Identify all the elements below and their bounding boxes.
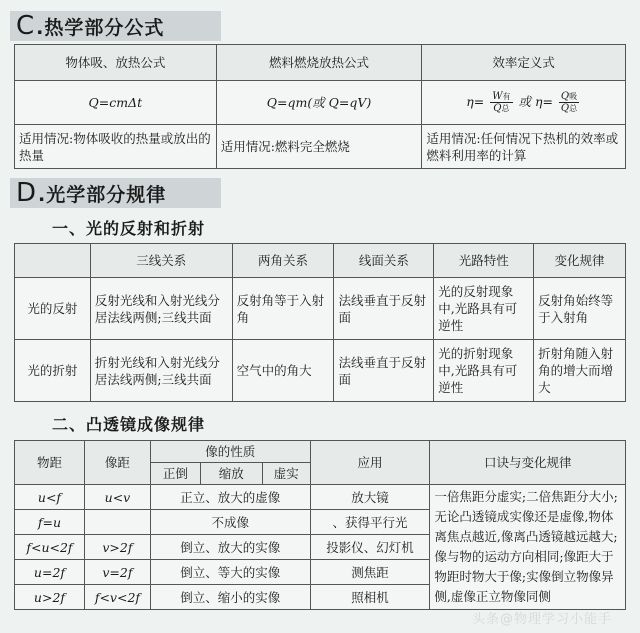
image-distance-cell: v>2f (84, 535, 150, 560)
object-distance-cell: u<f (15, 485, 85, 510)
table-cell: 反射光线和入射光线分居法线两侧;三线共面 (90, 278, 232, 340)
header-object-distance: 物距 (15, 441, 85, 485)
applies-fuel: 适用情况:燃料完全燃烧 (216, 125, 422, 169)
subheading-convex-lens: 二、凸透镜成像规律 (52, 415, 206, 434)
image-nature-cell: 不成像 (150, 510, 310, 535)
header-efficiency: 效率定义式 (422, 45, 626, 81)
formula-fuel: Q=qm(或 Q=qV) (216, 81, 422, 125)
subheading-reflection-refraction: 一、光的反射和折射 (52, 219, 206, 238)
table-cell: 空气中的角大 (232, 340, 334, 402)
header-line-plane: 线面关系 (334, 244, 434, 278)
application-cell: 照相机 (310, 585, 430, 610)
header-image-nature: 像的性质 (150, 441, 310, 463)
table-row (15, 340, 626, 402)
table-cell: 光的反射现象中,光路具有可逆性 (434, 278, 534, 340)
header-application: 应用 (310, 441, 430, 485)
section-d-heading (10, 178, 221, 208)
object-distance-cell: f=u (15, 510, 85, 535)
fraction-useful-work: $\frac{\text{W有}}{\text{Q总}}$ (492, 91, 511, 114)
section-d-title: .光学部分规律 (38, 183, 167, 206)
applies-efficiency: 适用情况:任何情况下热机的效率或燃料利用率的计算 (422, 125, 626, 169)
image-distance-cell (84, 510, 150, 535)
section-c-letter: C (16, 11, 35, 41)
table-cell: 反射角始终等于入射角 (534, 278, 626, 340)
header-change-rule: 变化规律 (534, 244, 626, 278)
application-cell: 放大镜 (310, 485, 430, 510)
formula-heat-transfer: Q=cmΔt (15, 81, 217, 125)
image-nature-cell: 倒立、缩小的实像 (150, 585, 310, 610)
header-real-virtual: 虚实 (262, 463, 310, 485)
image-nature-cell: 正立、放大的虚像 (150, 485, 310, 510)
header-blank (15, 244, 91, 278)
object-distance-cell: f<u<2f (15, 535, 85, 560)
table-cell: 折射角随入射角的增大而增大 (534, 340, 626, 402)
applies-heat-transfer: 适用情况:物体吸收的热量或放出的热量 (15, 125, 217, 169)
header-two-angles: 两角关系 (232, 244, 334, 278)
table-cell: 反射角等于入射角 (232, 278, 334, 340)
table-cell: 法线垂直于反射面 (334, 340, 434, 402)
table-row (15, 485, 626, 510)
fraction-absorbed-heat: $\frac{\text{Q吸}}{\text{Q总}}$ (560, 91, 578, 114)
table-cell: 法线垂直于反射面 (334, 278, 434, 340)
header-fuel: 燃料燃烧放热公式 (216, 45, 422, 81)
watermark: 头条@物理学习小能手 (472, 612, 613, 627)
header-image-distance: 像距 (84, 441, 150, 485)
image-distance-cell: u<v (84, 485, 150, 510)
row-label-reflection: 光的反射 (15, 278, 91, 340)
image-nature-cell: 倒立、放大的实像 (150, 535, 310, 560)
table-row (15, 278, 626, 340)
object-distance-cell: u>2f (15, 585, 85, 610)
image-distance-cell: v=2f (84, 560, 150, 585)
thermal-formula-table (14, 44, 626, 169)
header-orientation: 正倒 (150, 463, 200, 485)
row-label-refraction: 光的折射 (15, 340, 91, 402)
rule-cell: 一倍焦距分虚实;二倍焦距分大小;无论凸透镜成实像还是虚像,物体离焦点越近,像离凸透镜越远越大;像与物的运动方向相同;像距大于物距时物大于像;实像倒立物像异侧,虚像正立物像同侧 (430, 485, 626, 610)
table-cell: 折射光线和入射光线分居法线两侧;三线共面 (90, 340, 232, 402)
reflection-refraction-table (14, 243, 626, 402)
header-rule: 口诀与变化规律 (430, 441, 626, 485)
section-d-letter: D (16, 178, 37, 208)
header-scale: 缩放 (200, 463, 262, 485)
image-distance-cell: f<v<2f (84, 585, 150, 610)
section-c-title: .热学部分公式 (36, 16, 165, 39)
object-distance-cell: u=2f (15, 560, 85, 585)
application-cell: 投影仪、幻灯机 (310, 535, 430, 560)
application-cell: 测焦距 (310, 560, 430, 585)
section-c-heading (10, 11, 221, 41)
application-cell: 、获得平行光 (310, 510, 430, 535)
table-cell: 光的折射现象中,光路具有可逆性 (434, 340, 534, 402)
header-light-path: 光路特性 (434, 244, 534, 278)
header-heat-transfer: 物体吸、放热公式 (15, 45, 217, 81)
image-nature-cell: 倒立、等大的实像 (150, 560, 310, 585)
convex-lens-table (14, 440, 626, 610)
formula-efficiency: η= $\frac{\text{W有}}{\text{Q总}}$ 或 η= $\frac{\text{Q吸}}{\text{Q总}}$ (422, 81, 626, 125)
header-three-lines: 三线关系 (90, 244, 232, 278)
